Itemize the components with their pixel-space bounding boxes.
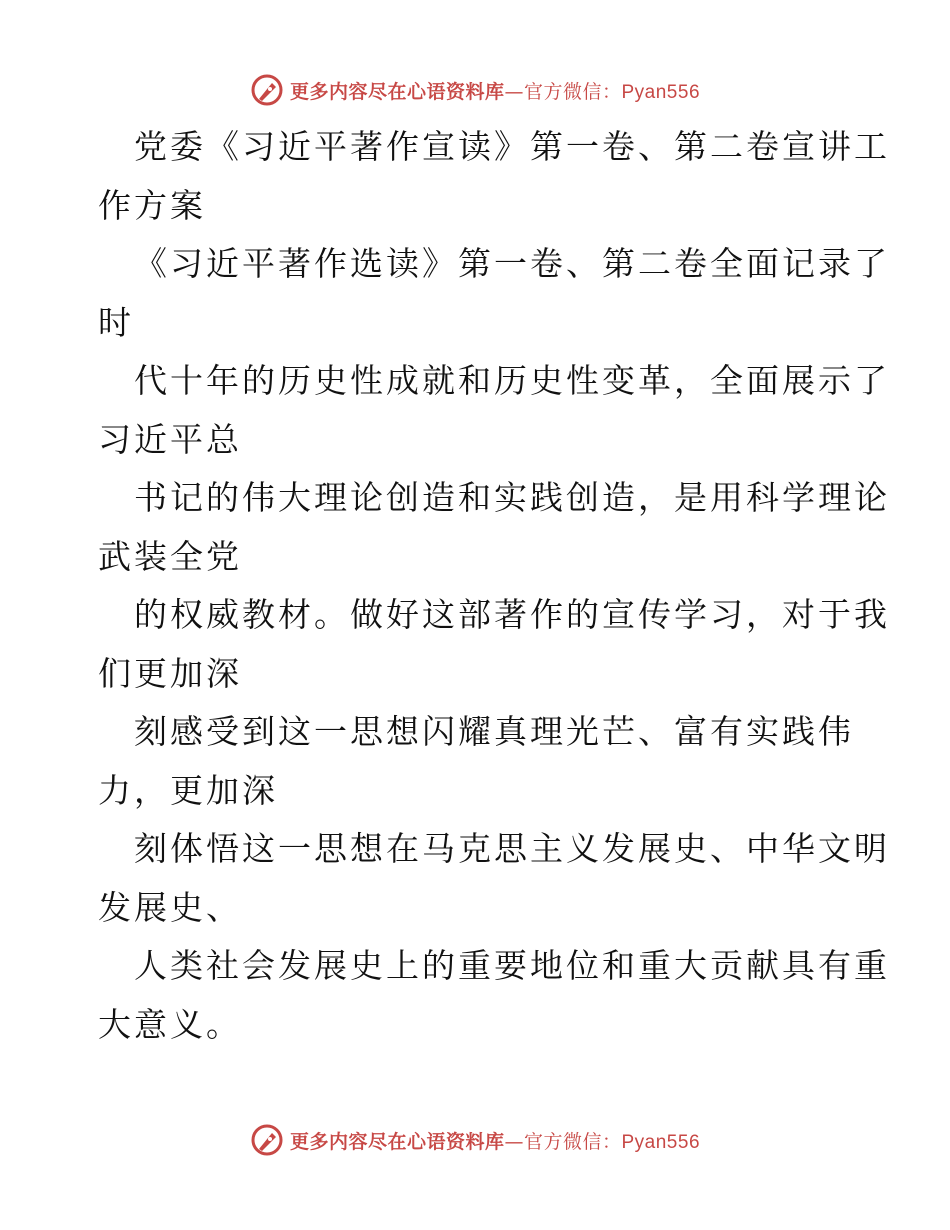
watermark-official: 官方微信： bbox=[523, 80, 622, 103]
pen-nib-logo-icon bbox=[250, 73, 284, 107]
text-line: 作方案 bbox=[98, 185, 206, 225]
watermark-text bbox=[290, 1127, 700, 1154]
watermark-dash: — bbox=[504, 80, 524, 103]
pen-nib-logo-icon bbox=[250, 1123, 284, 1157]
watermark-official: 官方微信： bbox=[523, 1130, 622, 1153]
text-line: 们更加深 bbox=[98, 653, 242, 693]
text-line: 人类社会发展史上的重要地位和重大贡献具有重 bbox=[134, 946, 890, 985]
text-line: 刻感受到这一思想闪耀真理光芒、富有实践伟 bbox=[134, 712, 854, 751]
watermark-id: Pyan556 bbox=[621, 1131, 701, 1153]
text-line: 书记的伟大理论创造和实践创造，是用科学理论 bbox=[134, 478, 890, 517]
text-line: 大意义。 bbox=[98, 1004, 242, 1044]
text-line: 党委《习近平著作宣读》第一卷、第二卷宣讲工 bbox=[134, 127, 890, 166]
text-line: 的权威教材。做好这部著作的宣传学习，对于我 bbox=[134, 595, 890, 634]
footer-watermark bbox=[0, 1120, 950, 1160]
text-line: 发展史、 bbox=[98, 887, 242, 927]
text-line: 刻体悟这一思想在马克思主义发展史、中华文明 bbox=[134, 829, 890, 868]
document-body bbox=[98, 118, 890, 1054]
text-line: 代十年的历史性成就和历史性变革，全面展示了 bbox=[134, 361, 890, 400]
watermark-dash: — bbox=[504, 1130, 524, 1153]
watermark-id: Pyan556 bbox=[621, 81, 701, 103]
watermark-main: 更多内容尽在心语资料库 bbox=[289, 80, 505, 103]
text-line: 习近平总 bbox=[98, 419, 242, 459]
text-line: 武装全党 bbox=[98, 536, 242, 576]
text-line: 时 bbox=[98, 302, 134, 342]
watermark-text bbox=[290, 77, 700, 104]
header-watermark bbox=[0, 70, 950, 110]
watermark-main: 更多内容尽在心语资料库 bbox=[289, 1130, 505, 1153]
text-line: 《习近平著作选读》第一卷、第二卷全面记录了 bbox=[134, 244, 890, 283]
text-line: 力，更加深 bbox=[98, 770, 278, 810]
